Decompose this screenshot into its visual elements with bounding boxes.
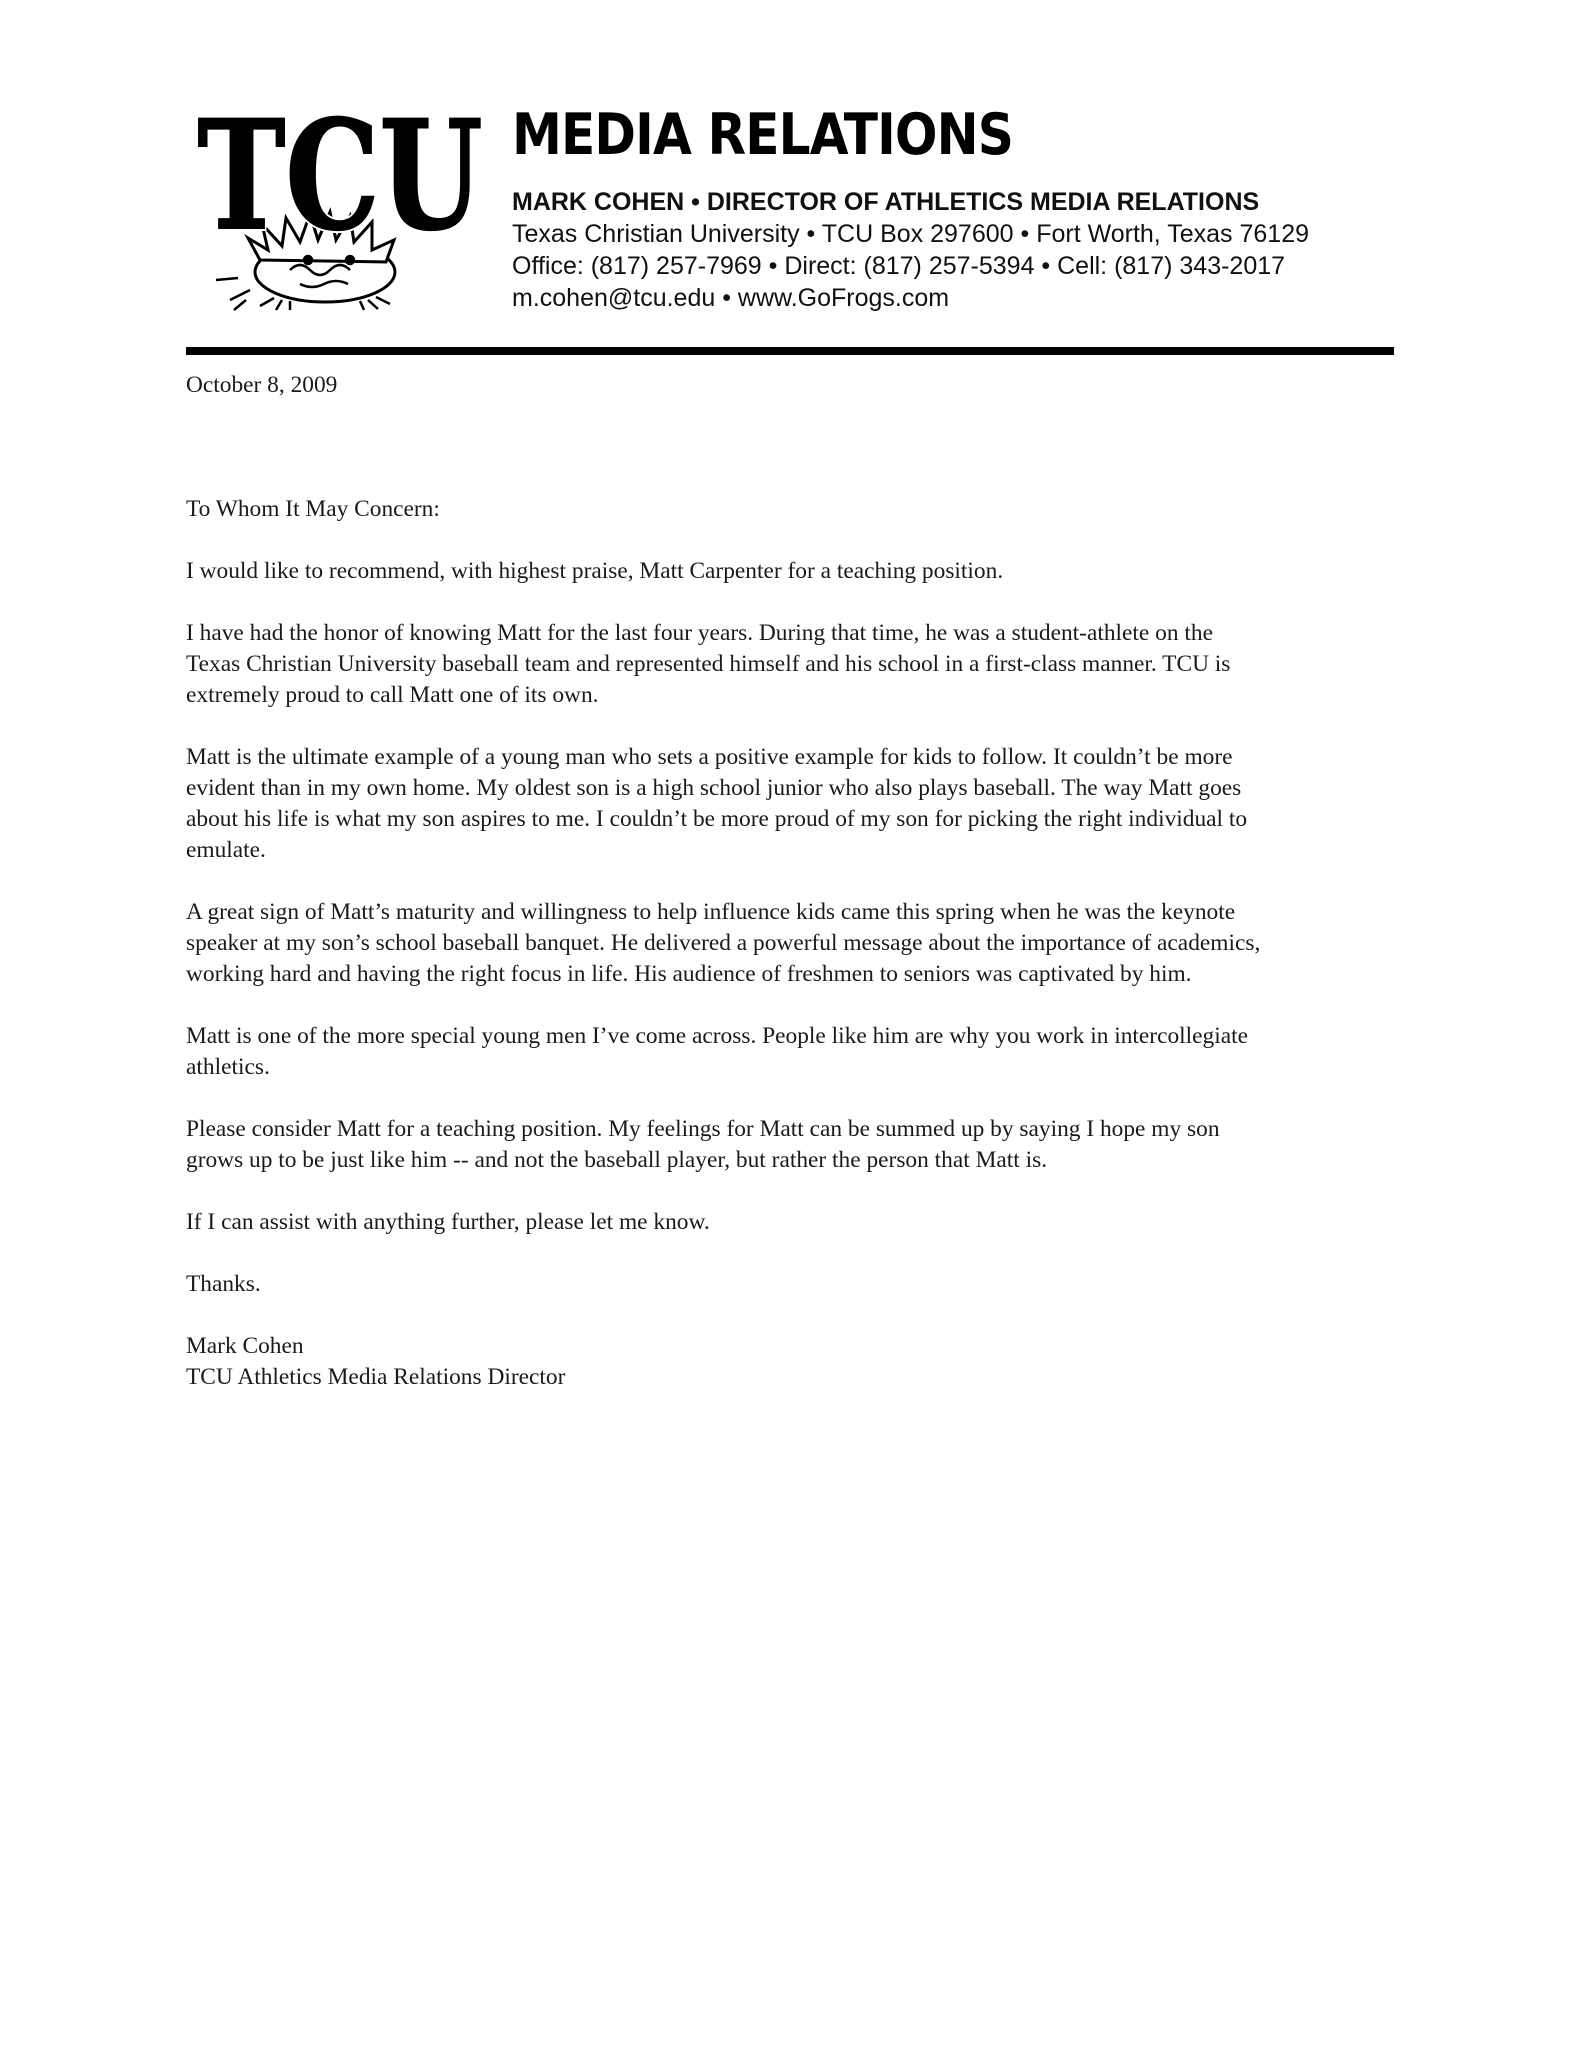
- letter-date: October 8, 2009: [186, 372, 338, 398]
- address-line: Texas Christian University • TCU Box 297600 • Fort Worth, Texas 76129: [512, 220, 1310, 248]
- email-web-line: m.cohen@tcu.edu • www.GoFrogs.com: [512, 284, 950, 312]
- letter-paragraph: Matt is one of the more special young men I’ve come across. People like him are why you work in intercollegiate athletics.: [186, 1023, 1249, 1080]
- header-divider: [186, 347, 1394, 355]
- signature-title: TCU Athletics Media Relations Director: [186, 1364, 566, 1390]
- logo-lettering: TCU: [197, 100, 483, 264]
- letter-paragraph: Matt is the ultimate example of a young man who sets a positive example for kids to follow. It couldn’t be more evident than in my own home. My oldest son is a high school junior who also plays baseball. The way Matt goes about his life is what my son aspires to me. I couldn’t be more proud of my son for picking the right individual to emulate.: [186, 744, 1248, 863]
- letter-paragraph: I would like to recommend, with highest praise, Matt Carpenter for a teaching position.: [186, 558, 1004, 584]
- letter-salutation: To Whom It May Concern:: [186, 496, 440, 522]
- letter-paragraph: If I can assist with anything further, please let me know.: [186, 1209, 710, 1235]
- tcu-horned-frog-logo: [190, 100, 490, 312]
- phone-line: Office: (817) 257-7969 • Direct: (817) 257-5394 • Cell: (817) 343-2017: [512, 252, 1286, 280]
- director-line: MARK COHEN • DIRECTOR OF ATHLETICS MEDIA RELATIONS: [512, 188, 1260, 216]
- letter-paragraph: Please consider Matt for a teaching position. My feelings for Matt can be summed up by saying I hope my son grows up to be just like him -- and not the baseball player, but rather the person that Matt is.: [186, 1116, 1220, 1173]
- signature-name: Mark Cohen: [186, 1333, 304, 1359]
- department-title: MEDIA RELATIONS: [512, 102, 1013, 168]
- letter-paragraph: I have had the honor of knowing Matt for the last four years. During that time, he was a student-athlete on the Texas Christian University baseball team and represented himself and his school in a first-class manner. TCU is extremely proud to call Matt one of its own.: [186, 620, 1231, 708]
- letterhead-contact-block: [512, 186, 1309, 314]
- letter-body: [186, 370, 1401, 1393]
- letter-closing: Thanks.: [186, 1271, 261, 1297]
- letter-paragraph: A great sign of Matt’s maturity and willingness to help influence kids came this spring when he was the keynote speaker at my son’s school baseball banquet. He delivered a powerful message about the importance of academics, working hard and having the right focus in life. His audience of freshmen to seniors was captivated by him.: [186, 899, 1261, 987]
- logo-lettering-outline: TCU: [197, 100, 483, 264]
